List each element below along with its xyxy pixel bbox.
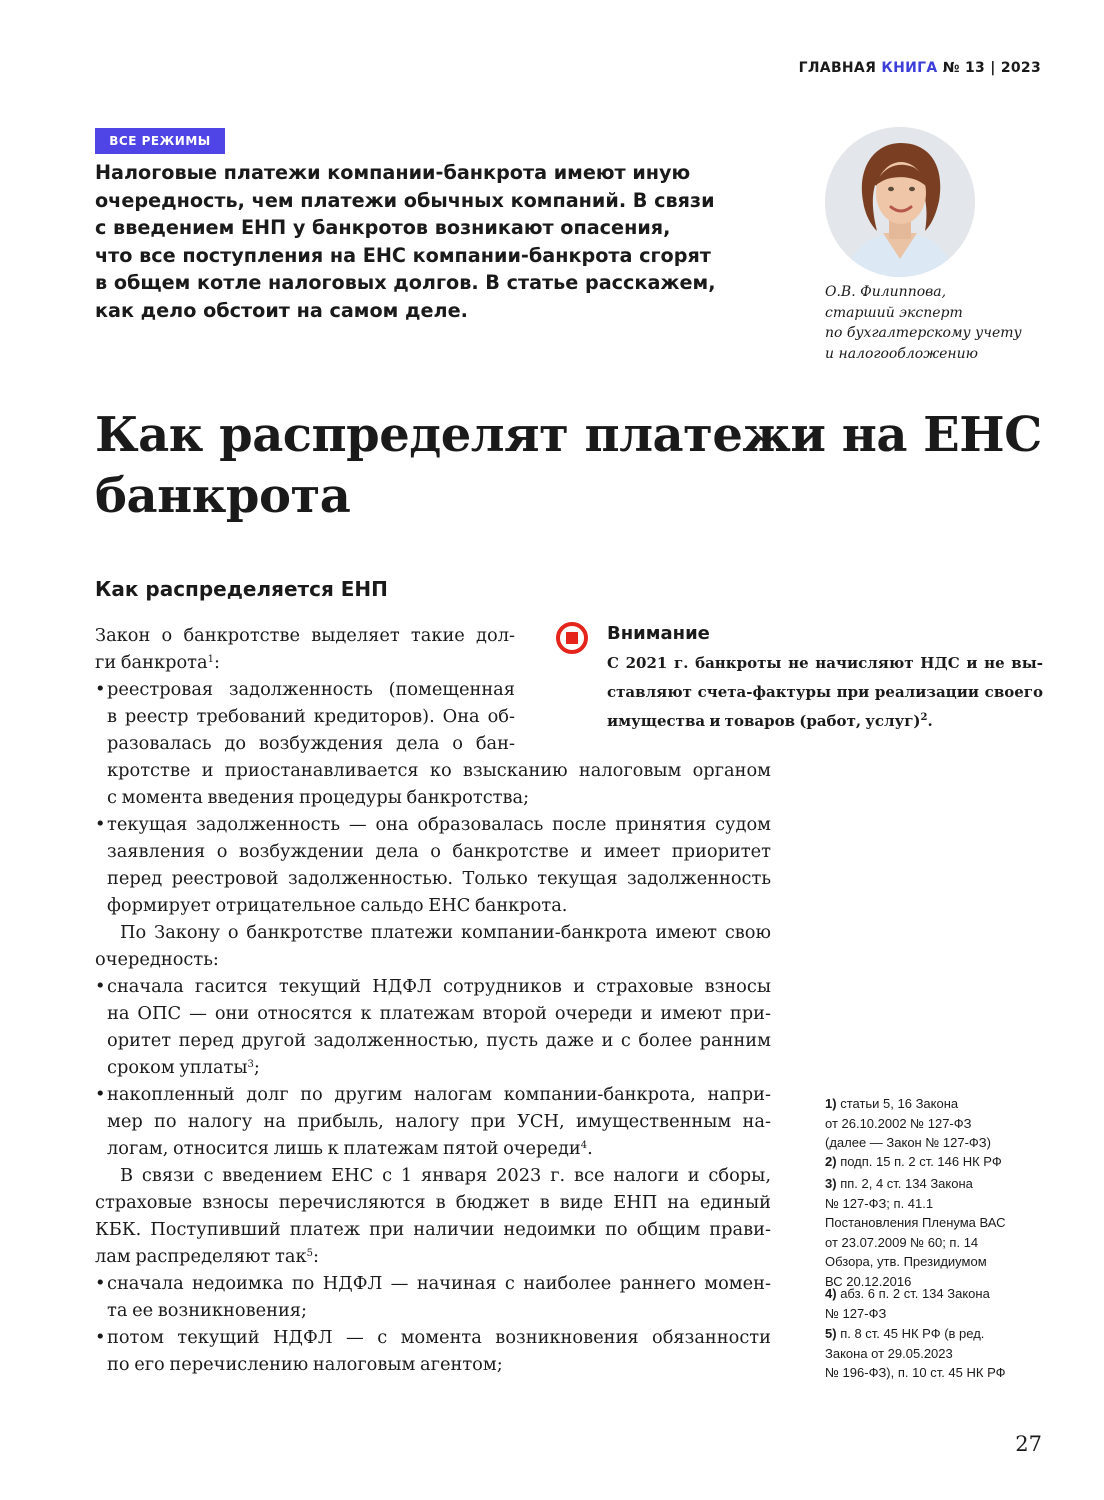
footnote-text: № 196-ФЗ), п. 10 ст. 45 НК РФ: [825, 1365, 1006, 1380]
footnote-ref: 1: [207, 654, 214, 665]
footnote-number: 1): [825, 1096, 837, 1111]
footnote-text: пп. 2, 4 ст. 134 Закона: [840, 1176, 973, 1191]
body-line: кротстве и приостанавливается ко взысканию налоговым органом: [107, 760, 771, 781]
footnote-number: 3): [825, 1176, 837, 1191]
body-line: очередность:: [95, 949, 219, 970]
body-line: разовалась до возбуждения дела о бан-: [107, 733, 515, 754]
author-role: старший эксперт: [825, 304, 963, 321]
section-heading: Как распределяется ЕНП: [95, 577, 388, 601]
body-line: по его перечислению налоговым агентом;: [107, 1354, 503, 1375]
body-line: [95, 1243, 319, 1270]
body-line: потом текущий НДФЛ — с момента возникновения обязанности: [107, 1327, 771, 1348]
footnote-text: № 127-ФЗ; п. 41.1: [825, 1195, 934, 1211]
body-text: сроком уплаты: [107, 1057, 248, 1078]
lead-line: что все поступления на ЕНС компании-банкрота сгорят: [95, 243, 711, 267]
author-role: по бухгалтерскому учету: [825, 325, 1022, 341]
masthead: [799, 60, 1041, 76]
footnote-text: подп. 15 п. 2 ст. 146 НК РФ: [840, 1154, 1002, 1169]
body-line: сначала недоимка по НДФЛ — начиная с наиболее раннего момен-: [107, 1273, 771, 1294]
footnote-number: 5): [825, 1326, 837, 1341]
body-text: .: [587, 1138, 593, 1159]
body-line: страховые взносы перечисляются в бюджет в виде ЕНП на единый: [95, 1192, 771, 1213]
footnote-text: статьи 5, 16 Закона: [840, 1096, 959, 1111]
body-text: лам распределяют так: [95, 1246, 307, 1267]
footnote-ref: 2: [920, 712, 928, 723]
bullet-marker: •: [95, 1084, 106, 1105]
footnote-text: Закона от 29.05.2023: [825, 1345, 953, 1361]
body-line: реестровая задолженность (помещенная: [107, 679, 515, 700]
attention-title: Внимание: [607, 623, 710, 644]
author-caption: [825, 282, 1045, 364]
footnote-number: 2): [825, 1154, 837, 1169]
body-line: с момента введения процедуры банкротства;: [107, 787, 530, 808]
bullet-marker: •: [95, 1273, 106, 1294]
footnote-3: [825, 1174, 1045, 1291]
footnote-text: п. 8 ст. 45 НК РФ (в ред.: [840, 1326, 985, 1341]
footnote-text: № 127-ФЗ: [825, 1305, 887, 1321]
body-line: оритет перед другой задолженностью, пусть даже и с более ранним: [107, 1030, 771, 1051]
body-text: :: [312, 1246, 319, 1267]
body-line: сначала гасится текущий НДФЛ сотрудников и страховые взносы: [107, 976, 771, 997]
attention-text: .: [927, 712, 933, 730]
author-name: О.В. Филиппова,: [825, 284, 947, 300]
footnote-text: Постановления Пленума ВАС: [825, 1215, 1006, 1230]
body-line: мер по налогу на прибыль, налогу при УСН, имущественным на-: [107, 1111, 771, 1132]
footnote-text: (далее — Закон № 127-ФЗ): [825, 1135, 991, 1150]
footnote-ref: 5: [306, 1248, 313, 1259]
lead-line: как дело обстоит на самом деле.: [95, 298, 468, 322]
footnote-text: Обзора, утв. Президиумом: [825, 1254, 987, 1269]
body-text: ;: [253, 1057, 260, 1078]
footnote-ref: 3: [247, 1059, 254, 1070]
body-line: КБК. Поступивший платеж при наличии недоимки по общим прави-: [95, 1219, 771, 1240]
author-role: и налогообложению: [825, 345, 978, 362]
lead-line: с введением ЕНП у банкротов возникают опасения,: [95, 216, 671, 239]
bullet-marker: •: [95, 814, 106, 835]
author-portrait: [825, 127, 975, 277]
attention-line: [607, 707, 1043, 736]
footnote-ref: 4: [580, 1140, 588, 1151]
article-title: [95, 405, 1055, 527]
body-line: накопленный долг по другим налогам компании-банкрота, напри-: [107, 1084, 771, 1105]
lead-line: Налоговые платежи компании-банкрота имеют иную: [95, 161, 691, 184]
bullet-marker: •: [95, 679, 106, 700]
body-line: в реестр требований кредиторов). Она об-: [107, 706, 515, 727]
body-line: По Закону о банкротстве платежи компании-банкрота имеют свою: [120, 922, 771, 943]
lead-line: очередность, чем платежи обычных компаний. В связи: [95, 188, 715, 212]
attention-text: имущества и товаров (работ, услуг): [607, 712, 921, 730]
footnote-text: абз. 6 п. 2 ст. 134 Закона: [840, 1286, 990, 1301]
attention-line: С 2021 г. банкроты не начисляют НДС и не вы-: [607, 654, 1043, 672]
body-line: текущая задолженность — она образовалась после принятия судом: [107, 814, 771, 835]
title-line: Как распределят платежи на ЕНС: [95, 407, 1042, 463]
footnote-2: [825, 1152, 1045, 1172]
footnote-5: [825, 1324, 1045, 1383]
issue-number: № 13 | 2023: [942, 60, 1041, 76]
lead-paragraph: [95, 159, 755, 324]
body-text: ги банкрота: [95, 652, 208, 673]
footnote-text: от 23.07.2009 № 60; п. 14: [825, 1234, 979, 1250]
body-line: заявления о возбуждении дела о банкротстве и имеет приоритет: [107, 841, 771, 862]
author-photo: [825, 127, 975, 277]
bullet-marker: •: [95, 976, 106, 997]
body-line: на ОПС — они относятся к платежам второй очереди и имеют при-: [107, 1003, 771, 1024]
brand-part-1: ГЛАВНАЯ: [798, 60, 877, 76]
page-number: 27: [1015, 1432, 1042, 1456]
body-line: Закон о банкротстве выделяет такие дол-: [95, 625, 515, 646]
lead-line: в общем котле налоговых долгов. В статье расскажем,: [95, 271, 716, 294]
category-badge: ВСЕ РЕЖИМЫ: [95, 128, 225, 154]
footnote-4: [825, 1284, 1045, 1323]
attention-line: ставляют счета-фактуры при реализации своего: [607, 683, 1043, 701]
body-line: [95, 649, 220, 676]
footnote-number: 4): [825, 1286, 837, 1301]
body-line: В связи с введением ЕНС с 1 января 2023 г. все налоги и сборы,: [120, 1165, 771, 1186]
attention-icon: [555, 621, 589, 655]
footnote-text: ВС 20.12.2016: [825, 1273, 912, 1289]
body-line: [107, 1054, 260, 1081]
body-line: перед реестровой задолженностью. Только текущая задолженность: [107, 868, 771, 889]
brand-part-2: КНИГА: [881, 60, 938, 76]
body-line: [107, 1135, 593, 1162]
body-text: :: [214, 652, 220, 673]
footnote-text: от 26.10.2002 № 127-ФЗ: [825, 1115, 972, 1131]
bullet-marker: •: [95, 1327, 106, 1348]
body-line: формирует отрицательное сальдо ЕНС банкрота.: [107, 895, 568, 916]
body-line: та ее возникновения;: [107, 1300, 308, 1321]
footnote-1: [825, 1094, 1045, 1153]
body-text: логам, относится лишь к платежам пятой очереди: [107, 1138, 581, 1159]
title-line: банкрота: [95, 468, 351, 524]
